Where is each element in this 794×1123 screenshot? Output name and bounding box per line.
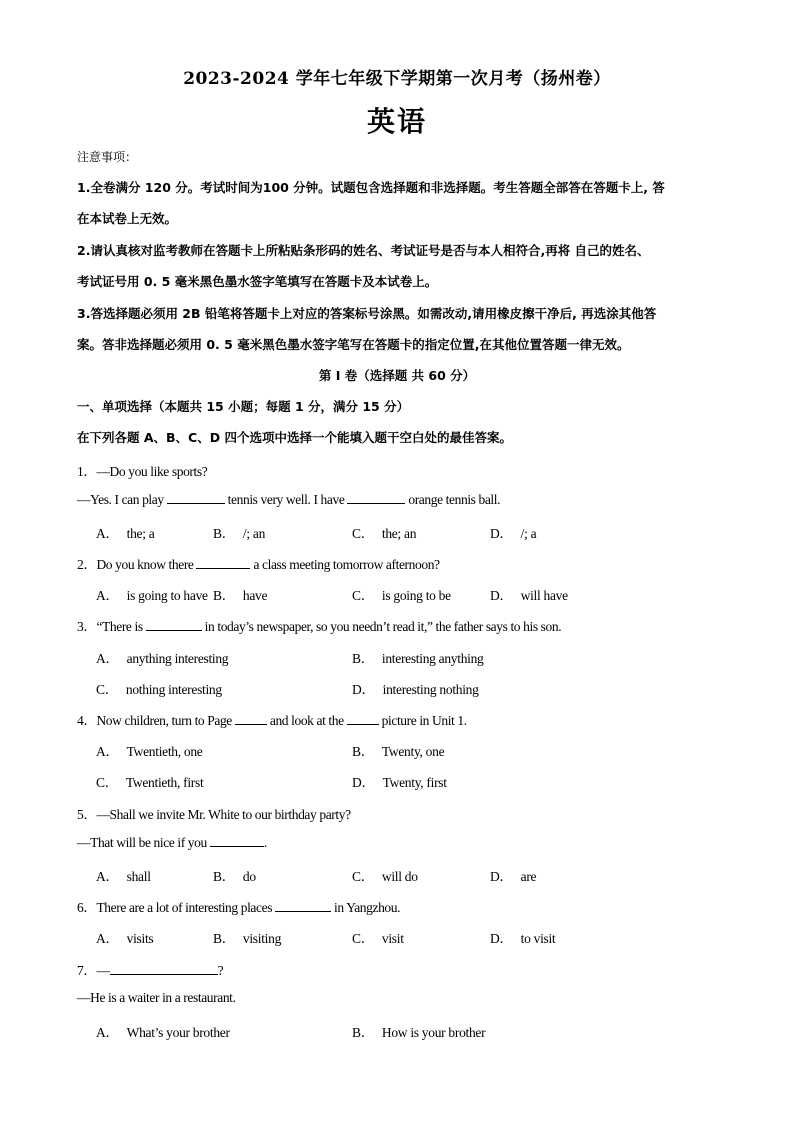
option-a: A． is going to have [96, 588, 208, 603]
answer-blank [146, 618, 202, 631]
option-d: D． to visit [490, 931, 556, 946]
exam-title: 2023-2024 学年七年级下学期第一次月考（扬州卷） [183, 69, 611, 89]
question-7-line1: 7．— ? [77, 963, 224, 978]
question-7-line2: —He is a waiter in a restaurant. [77, 990, 236, 1005]
question-1-line2: —Yes. I can play tennis very well. I have orange tennis ball. [77, 492, 501, 507]
answer-blank [347, 491, 405, 504]
option-b: B． visiting [213, 931, 282, 946]
option-d: D． interesting nothing [352, 682, 479, 697]
question-4-stem: 4．Now children, turn to Page and look at the picture in Unit 1. [77, 713, 467, 728]
option-d: D． /; a [490, 526, 537, 541]
answer-blank [210, 834, 264, 847]
instruction: 在下列各题 A、B、C、D 四个选项中选择一个能填入题干空白处的最佳答案。 [77, 430, 512, 445]
option-a: A． What’s your brother [96, 1025, 230, 1040]
notice-line: 案。答非选择题必须用 0. 5 毫米黑色墨水签字笔写在答题卡的指定位置,在其他位置答题一律无效。 [77, 337, 630, 352]
option-c: C． is going to be [352, 588, 451, 603]
section-title: 第 I 卷（选择题 共 60 分） [318, 368, 476, 383]
answer-blank [196, 556, 250, 569]
option-a: A． anything interesting [96, 651, 229, 666]
option-c: C． Twentieth, first [96, 775, 204, 790]
question-number: 2． [77, 557, 97, 572]
option-a: A． visits [96, 931, 154, 946]
option-c: C． the; an [352, 526, 417, 541]
notice-line: 考试证号用 0. 5 毫米黑色墨水签字笔填写在答题卡及本试卷上。 [77, 274, 438, 289]
option-b: B． interesting anything [352, 651, 484, 666]
question-2-stem: 2．Do you know there a class meeting tomorrow afternoon? [77, 557, 440, 572]
answer-blank [235, 712, 267, 725]
option-b: B． /; an [213, 526, 266, 541]
option-b: B． How is your brother [352, 1025, 486, 1040]
part-title: 一、单项选择（本题共 15 小题；每题 1 分，满分 15 分） [77, 399, 410, 414]
option-b: B． Twenty, one [352, 744, 445, 759]
question-5-line1: 5．—Shall we invite Mr. White to our birthday party? [77, 807, 351, 822]
question-number: 3． [77, 619, 97, 634]
answer-blank [347, 712, 379, 725]
question-number: 6． [77, 900, 97, 915]
question-number: 7． [77, 963, 97, 978]
option-d: D． Twenty, first [352, 775, 447, 790]
answer-blank [110, 962, 218, 975]
notice-line: 3.答选择题必须用 2B 铅笔将答题卡上对应的答案标号涂黑。如需改动,请用橡皮擦干净后, 再选涂其他答 [77, 306, 657, 321]
option-a: A． the; a [96, 526, 155, 541]
notice-line: 2.请认真核对监考教师在答题卡上所粘贴条形码的姓名、考试证号是否与本人相符合,再将 自己的姓名、 [77, 243, 650, 258]
question-number: 4． [77, 713, 97, 728]
question-6-stem: 6．There are a lot of interesting places in Yangzhou. [77, 900, 401, 915]
option-d: D． will have [490, 588, 568, 603]
option-c: C． visit [352, 931, 404, 946]
notice-line: 1.全卷满分 120 分。考试时间为100 分钟。试题包含选择题和非选择题。考生答题全部答在答题卡上, 答 [77, 180, 665, 195]
option-c: C． nothing interesting [96, 682, 222, 697]
option-a: A． shall [96, 869, 151, 884]
answer-blank [275, 899, 331, 912]
question-number: 1． [77, 464, 97, 479]
subject-title: 英语 [366, 105, 427, 138]
option-a: A． Twentieth, one [96, 744, 203, 759]
option-d: D． are [490, 869, 537, 884]
question-3-stem: 3．“There is in today’s newspaper, so you needn’t read it,” the father says to his son. [77, 619, 562, 634]
option-b: B． do [213, 869, 256, 884]
question-1-line1: 1．—Do you like sports? [77, 464, 208, 479]
option-b: B． have [213, 588, 268, 603]
notice-label: 注意事项： [77, 150, 138, 164]
answer-blank [167, 491, 225, 504]
option-c: C． will do [352, 869, 418, 884]
question-5-line2: —That will be nice if you . [77, 835, 267, 850]
question-number: 5． [77, 807, 97, 822]
notice-line: 在本试卷上无效。 [77, 211, 178, 226]
